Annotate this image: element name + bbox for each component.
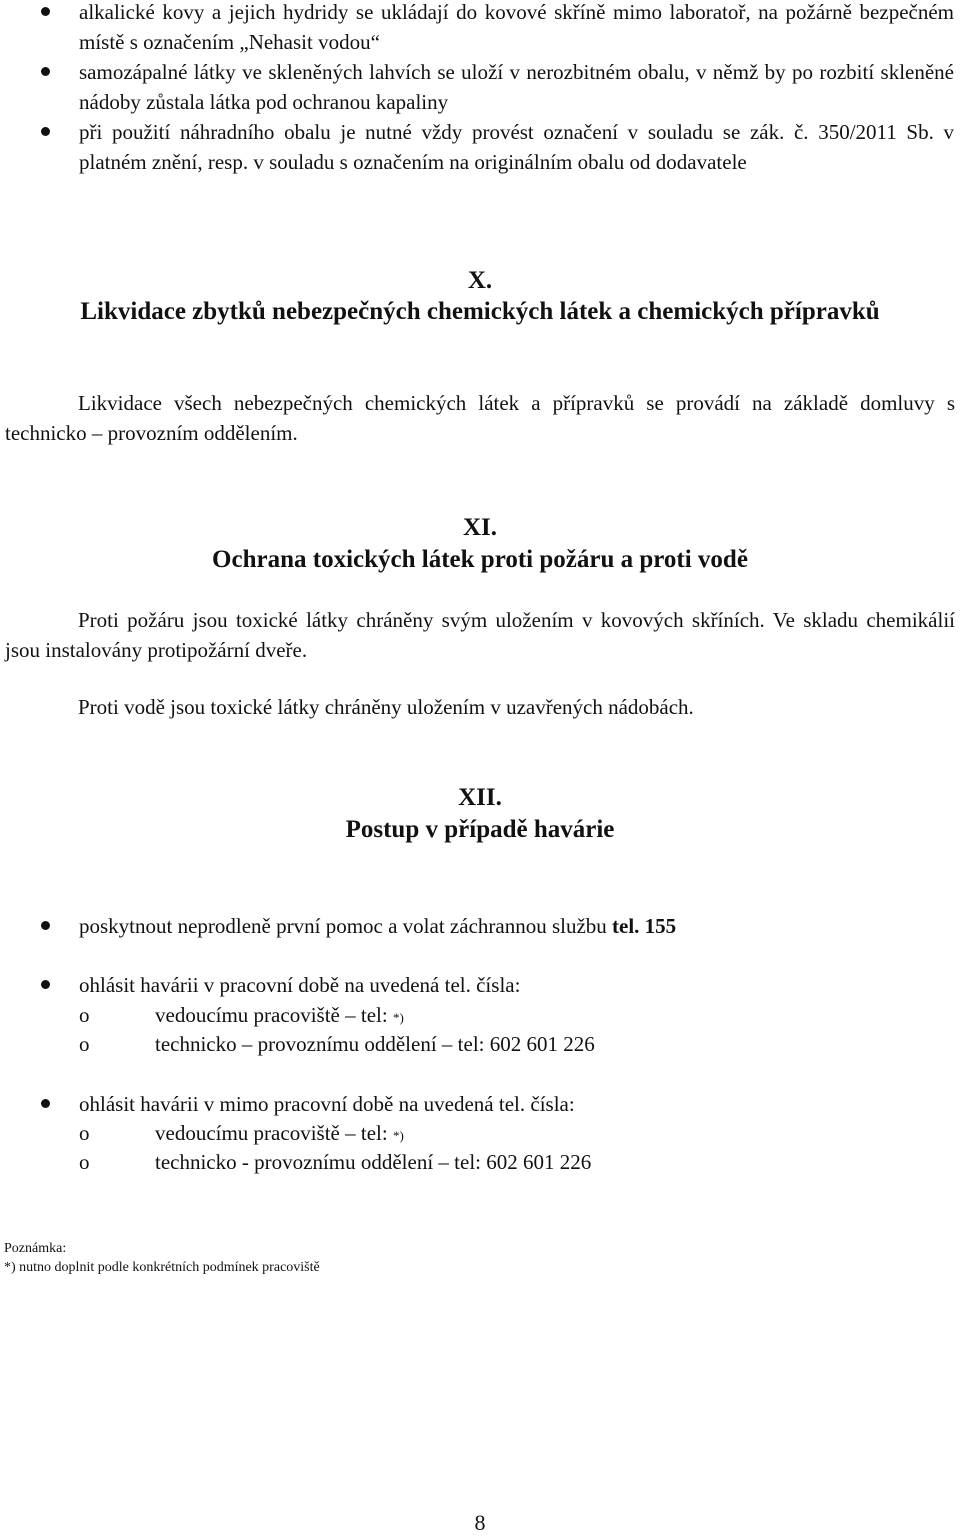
bullet-dot-icon: [41, 127, 50, 136]
sub-marker: o: [79, 1150, 90, 1174]
sub-item-text: technicko – provoznímu oddělení – tel: 602 601 226: [155, 1032, 595, 1056]
section-x-number: X.: [467, 267, 493, 294]
emergency-phone: tel. 155: [612, 914, 677, 938]
section-xii-title: Postup v případě havárie: [345, 816, 615, 843]
accident-bullet-2: [0, 970, 960, 1000]
section-x-paragraph: Likvidace všech nebezpečných chemických látek a přípravků se provádí na základě domluvy s technicko – provozním oddělením.: [5, 391, 955, 445]
bullet-dot-icon: [41, 921, 50, 930]
list-item: [0, 117, 960, 177]
footnote-marker: *): [392, 1010, 404, 1025]
sub-marker: o: [79, 1121, 90, 1145]
sub-marker: o: [79, 1032, 90, 1056]
section-xi-title: Ochrana toxických látek proti požáru a proti vodě: [212, 546, 748, 573]
accident-bullet-3: [0, 1089, 960, 1119]
bullet-dot-icon: [41, 7, 50, 16]
list-item: [0, 57, 960, 117]
footnote-marker: *): [392, 1128, 404, 1143]
page-number: 8: [474, 1510, 486, 1535]
note-text: *) nutno doplnit podle konkrétních podmínek pracoviště: [4, 1260, 320, 1275]
section-xi-paragraph-1: Proti požáru jsou toxické látky chráněny svým uložením v kovových skříních. Ve skladu chemikálií jsou instalovány protipožární dveře.: [5, 608, 955, 662]
list-item: [0, 0, 960, 57]
accident-bullet-3-text: ohlásit havárii v mimo pracovní době na uvedená tel. čísla:: [79, 1092, 575, 1116]
accident-bullet-1: [0, 911, 960, 941]
sub-marker: o: [79, 1003, 90, 1027]
note-label: Poznámka:: [4, 1241, 67, 1256]
sub-item-text: vedoucímu pracoviště – tel:: [155, 1003, 393, 1027]
sub-item-text: vedoucímu pracoviště – tel:: [155, 1121, 393, 1145]
intro-bullet-3-text: při použití náhradního obalu je nutné vždy provést označení v souladu se zák. č. 350/2011 Sb. v platném znění, resp. v souladu s označením na originálním obalu od dodavatele: [79, 120, 954, 174]
section-xi-number: XI.: [462, 514, 498, 541]
list-item: [0, 970, 960, 1000]
intro-bullet-1-text: alkalické kovy a jejich hydridy se ukládají do kovové skříně mimo laboratoř, na požárně bezpečném místě s označením „Nehasit vodou“: [79, 0, 954, 54]
bullet-dot-icon: [41, 980, 50, 989]
bullet-dot-icon: [41, 1099, 50, 1108]
section-xi-paragraph-2: Proti vodě jsou toxické látky chráněny uložením v uzavřených nádobách.: [78, 695, 694, 719]
list-item: [0, 1089, 960, 1119]
section-xii-number: XII.: [458, 784, 502, 811]
bullet-dot-icon: [41, 67, 50, 76]
intro-bullet-2-text: samozápalné látky ve skleněných lahvích se uloží v nerozbitném obalu, v němž by po rozbití skleněné nádoby zůstala látka pod ochranou kapaliny: [79, 60, 954, 114]
list-item: [0, 911, 960, 941]
accident-bullet-1-text: poskytnout neprodleně první pomoc a volat záchrannou službu: [79, 914, 613, 938]
section-x-title: Likvidace zbytků nebezpečných chemických látek a chemických přípravků: [80, 298, 880, 325]
intro-bullet-list: [0, 0, 960, 177]
accident-bullet-2-text: ohlásit havárii v pracovní době na uvedená tel. čísla:: [79, 973, 521, 997]
sub-item-text: technicko - provoznímu oddělení – tel: 602 601 226: [155, 1150, 592, 1174]
